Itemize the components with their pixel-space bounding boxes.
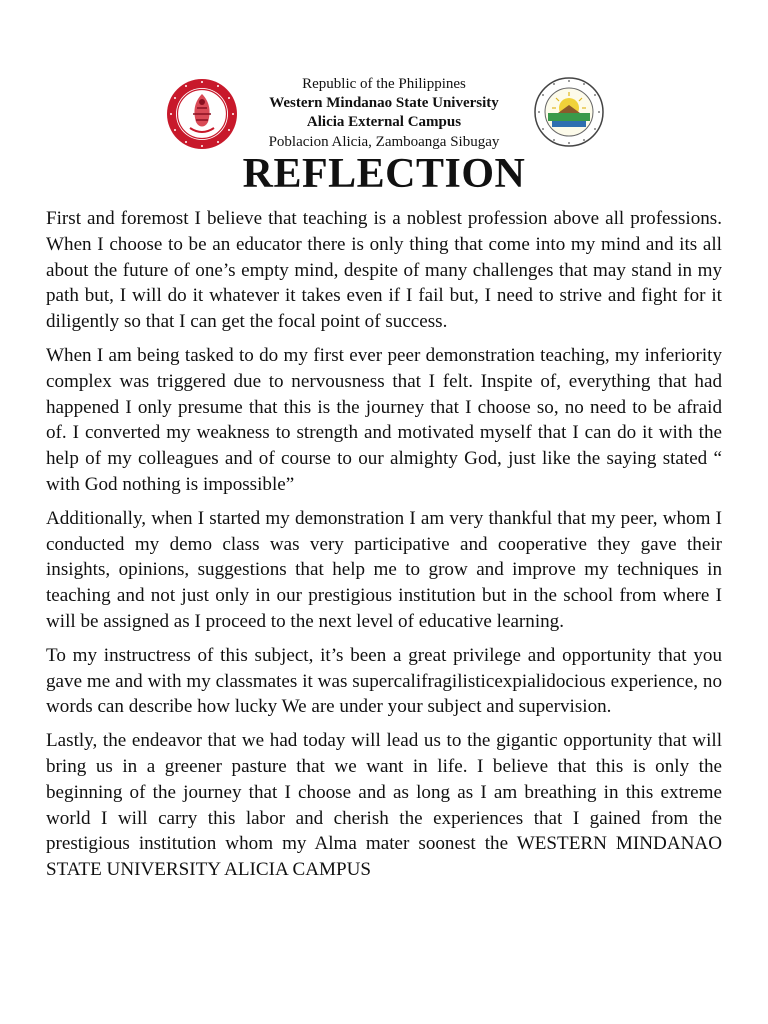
campus-address: Poblacion Alicia, Zamboanga Sibugay bbox=[268, 133, 500, 150]
paragraph-1: First and foremost I believe that teaching is a noblest profession above all professions. When I choose to be an educator there is only thing that come into my mind and its all about the future of one’s empty mind, despite of many challenges that may stand in my path but, I will do it whatever it takes even if I fail but, I need to strive and fight for it diligently so that I can get the focal point of success. bbox=[46, 208, 722, 333]
external-studies-seal-logo bbox=[534, 77, 604, 147]
campus-name: Alicia External Campus bbox=[306, 114, 462, 131]
paragraph-5: Lastly, the endeavor that we had today will lead us to the gigantic opportunity that will bring us in a greener pasture that we want in life. I believe that this is only the beginning of the journey that I choose and as long as I am breathing in this extreme world I will carry this labor and cherish the experiences that I gained from the prestigious institution whom my Alma mater soonest the WESTERN MINDANAO STATE UNIVERSITY ALICIA CAMPUS bbox=[46, 730, 722, 881]
paragraph-4: To my instructress of this subject, it’s been a great privilege and opportunity that you gave me and with my classmates it was supercalifragilisticexpialidocious experience, no words can describe how lucky We are under your subject and supervision. bbox=[46, 644, 722, 718]
university-seal-logo bbox=[166, 78, 238, 150]
reflection-body bbox=[46, 206, 722, 891]
republic-line: Republic of the Philippines bbox=[302, 76, 466, 92]
letterhead bbox=[0, 70, 768, 150]
paragraph-2: When I am being tasked to do my first ever peer demonstration teaching, my inferiority complex was triggered due to nervousness that I felt. Inspite of, everything that had happened I only presume that this is the journey that I choose so, no need to be afraid of. I converted my weakness to strength and motivated myself that I can do it with the help of my colleagues and of course to our almighty God, just like the saying stated “ with God nothing is impossible” bbox=[46, 344, 722, 495]
university-name: Western Mindanao State University bbox=[269, 95, 499, 112]
paragraph-3: Additionally, when I started my demonstration I am very thankful that my peer, whom I conducted my demo class was very participative and cooperative they gave their insights, opinions, suggestions that help me to grow and improve my techniques in teaching and not just only in our prestigious institution but in the school from where I will be assigned as I proceed to the next level of educative learning. bbox=[46, 507, 722, 632]
page-title: REFLECTION bbox=[242, 151, 526, 197]
institution-heading bbox=[234, 75, 534, 152]
